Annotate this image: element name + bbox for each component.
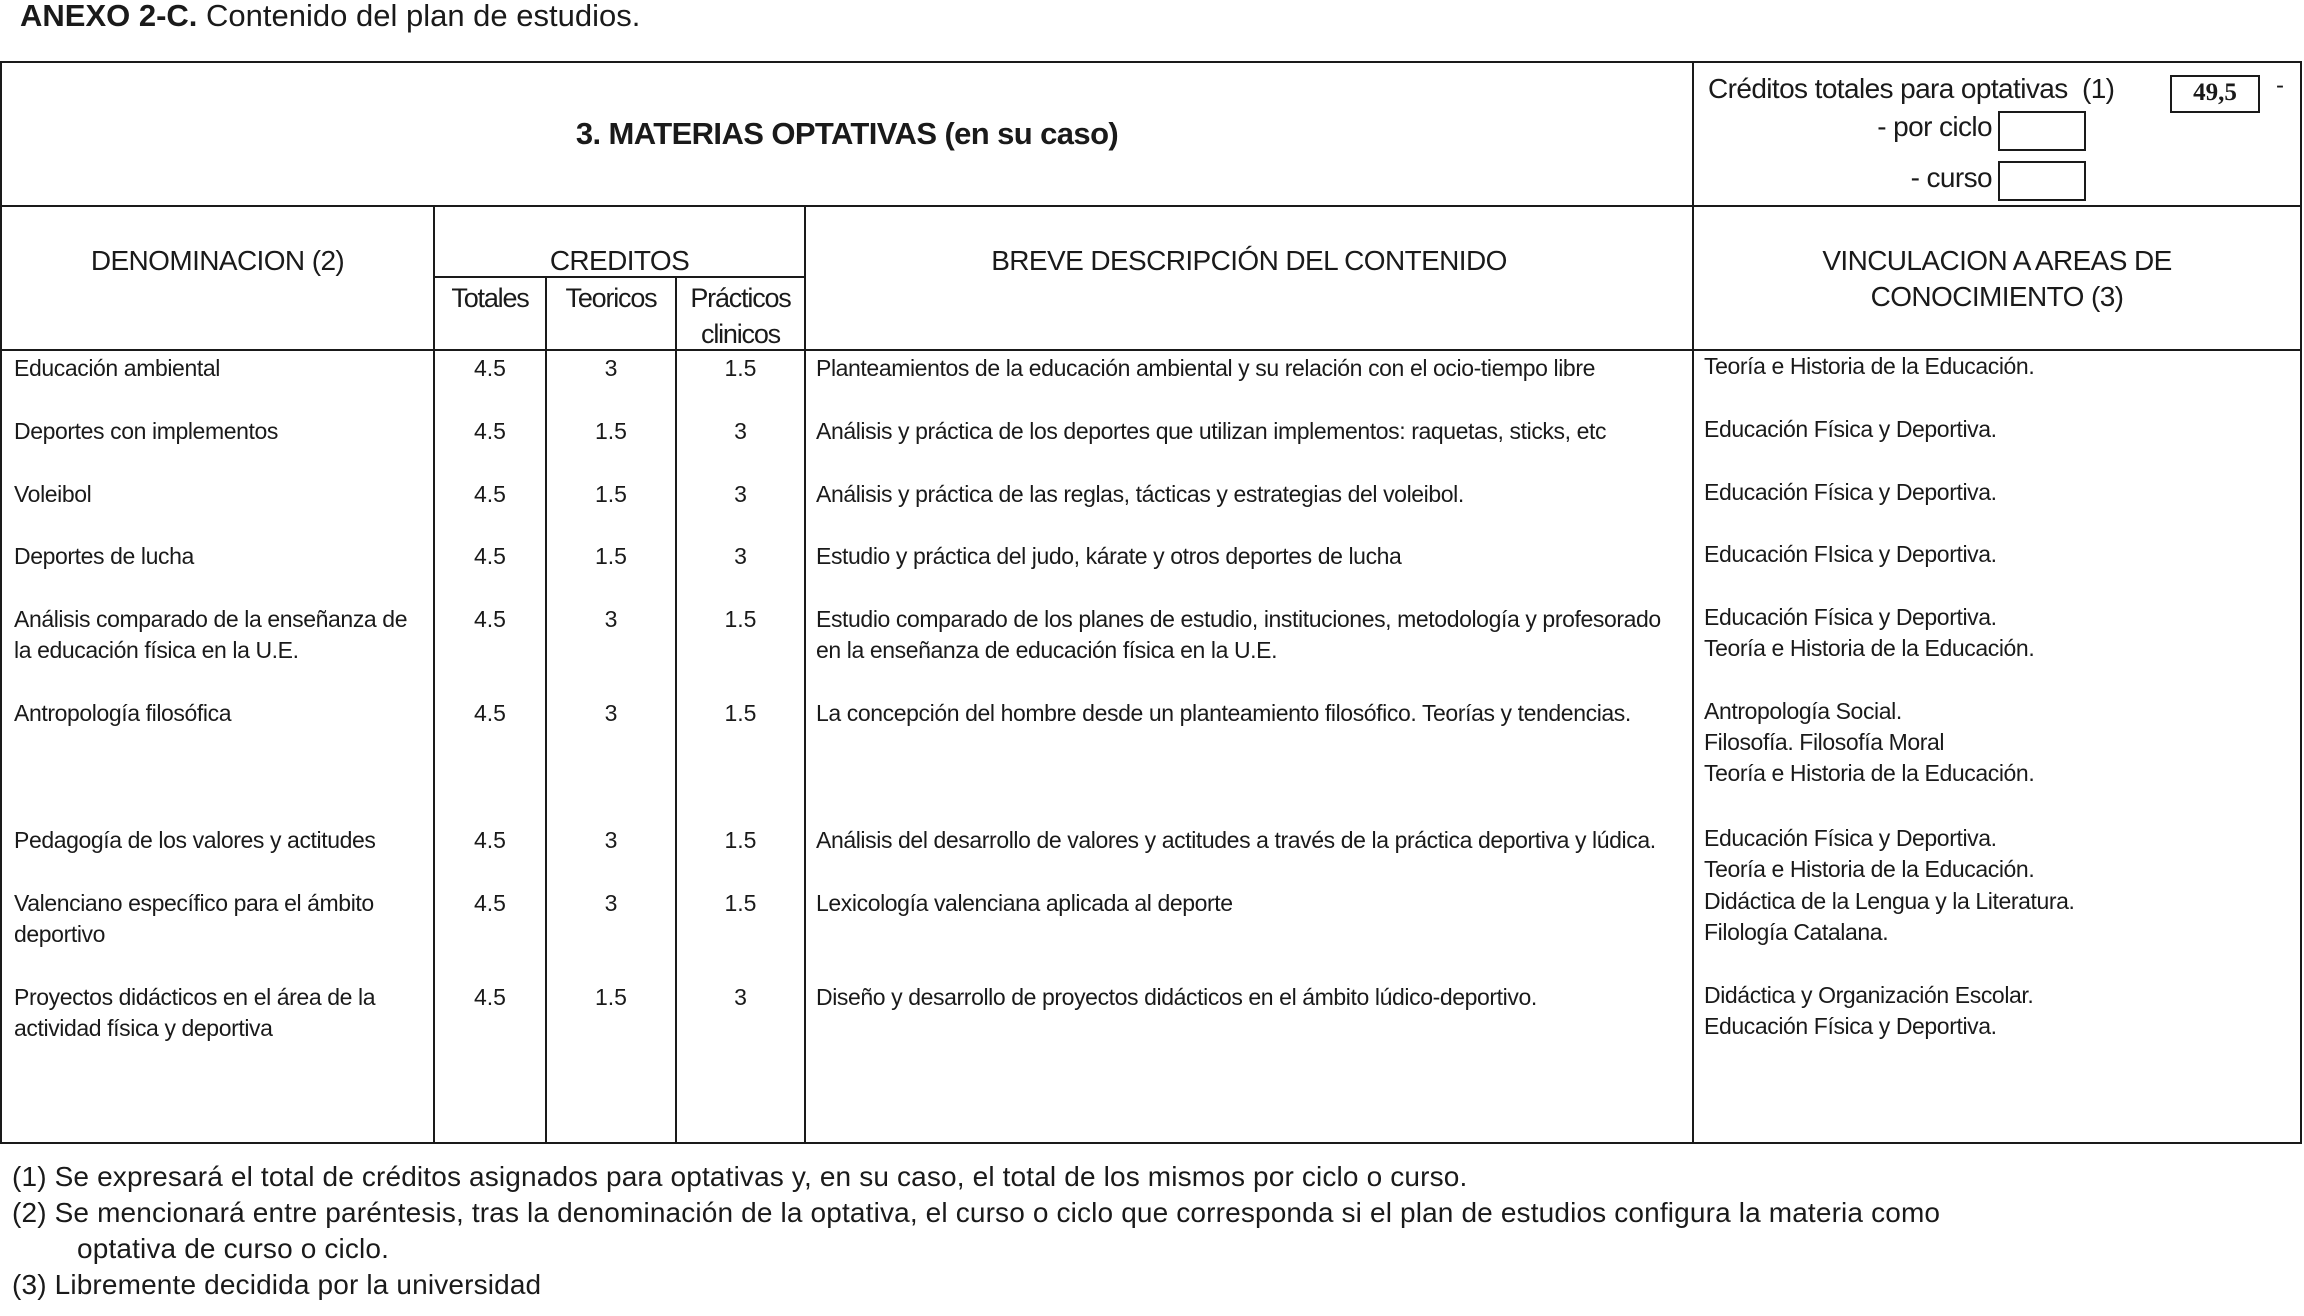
cell-denominacion: [14, 825, 376, 856]
header-practicos: [677, 280, 804, 352]
cell-denominacion: [14, 888, 374, 950]
cell-descripcion: [816, 353, 1595, 384]
header-denominacion: DENOMINACION (2): [90, 245, 345, 276]
cell-teoricos: 3: [604, 890, 618, 916]
cell-teoricos: 1.5: [595, 543, 627, 569]
cell-vinculacion-line: Educación Física y Deportiva.: [1704, 479, 1997, 505]
annex-label: ANEXO 2-C.: [20, 0, 198, 33]
credits-dash: -: [2276, 72, 2284, 99]
cell-denominacion: [14, 416, 278, 447]
cell-denominacion-line: Deportes de lucha: [14, 543, 194, 569]
cell-descripcion-line: La concepción del hombre desde un planteamiento filosófico. Teorías y tendencias.: [816, 700, 1631, 726]
header-vinculacion-line2: CONOCIMIENTO (3): [1870, 281, 2124, 312]
cell-denominacion: [14, 479, 91, 510]
credits-total-value: 49,5: [2170, 75, 2260, 113]
cell-denominacion-line: Voleibol: [14, 481, 92, 507]
header-totales: Totales: [451, 283, 529, 313]
cell-vinculacion-line: Filosofía. Filosofía Moral: [1704, 729, 1945, 755]
cell-totales: 4.5: [474, 606, 506, 632]
footnote-3: (3) Libremente decidida por la universidad: [12, 1269, 542, 1300]
cell-vinculacion: [1704, 886, 2075, 948]
cell-teoricos: 3: [604, 827, 618, 853]
cell-vinculacion: [1704, 539, 1997, 570]
credits-note: (1): [2081, 73, 2115, 104]
cell-vinculacion-line: Didáctica y Organización Escolar.: [1704, 982, 2034, 1008]
cell-denominacion-line: deportivo: [14, 921, 106, 947]
cell-practicos: 3: [734, 418, 747, 444]
cell-descripcion: [816, 888, 1233, 919]
cell-denominacion-line: Antropología filosófica: [14, 700, 232, 726]
cell-practicos: 1.5: [724, 890, 757, 916]
cell-descripcion: [816, 479, 1464, 510]
cell-denominacion-line: actividad física y deportiva: [14, 1015, 273, 1041]
cell-denominacion-line: Proyectos didácticos en el área de la: [14, 984, 376, 1010]
cell-descripcion: [816, 982, 1537, 1013]
header-vinculacion: [1694, 243, 2300, 315]
cell-vinculacion-line: Educación Física y Deportiva.: [1704, 604, 1997, 630]
cell-totales: 4.5: [474, 543, 506, 569]
cell-denominacion: [14, 604, 407, 666]
header-practicos-line2: clinicos: [701, 319, 780, 349]
header-descripcion: BREVE DESCRIPCIÓN DEL CONTENIDO: [991, 245, 1507, 276]
section-title: 3. MATERIAS OPTATIVAS (en su caso): [575, 115, 1119, 151]
cell-practicos: 1.5: [724, 827, 757, 853]
cell-teoricos: 1.5: [595, 418, 627, 444]
cell-denominacion: [14, 541, 194, 572]
cell-vinculacion-line: Teoría e Historia de la Educación.: [1704, 635, 2035, 661]
cell-vinculacion-line: Educación FIsica y Deportiva.: [1704, 541, 1997, 567]
cell-practicos: 1.5: [724, 606, 757, 632]
footnote-1: (1) Se expresará el total de créditos asignados para optativas y, en su caso, el total de los mismos por ciclo o curso.: [12, 1161, 1468, 1192]
cell-descripcion-line: Análisis y práctica de los deportes que utilizan implementos: raquetas, sticks, etc: [816, 418, 1607, 444]
header-creditos: CREDITOS: [549, 245, 690, 276]
cell-descripcion-line: Análisis del desarrollo de valores y actitudes a través de la práctica deportiva y lúdica.: [816, 827, 1656, 853]
cell-vinculacion-line: Teoría e Historia de la Educación.: [1704, 760, 2035, 786]
cell-vinculacion: [1704, 696, 2034, 789]
cell-descripcion-line: Análisis y práctica de las reglas, tácticas y estrategias del voleibol.: [816, 481, 1464, 507]
cell-denominacion: [14, 353, 220, 384]
cell-vinculacion-line: Educación Física y Deportiva.: [1704, 416, 1997, 442]
cell-descripcion: [816, 541, 1401, 572]
cell-denominacion-line: Deportes con implementos: [14, 418, 278, 444]
cell-practicos: 1.5: [724, 700, 757, 726]
cell-totales: 4.5: [474, 700, 506, 726]
cell-descripcion-line: Estudio y práctica del judo, kárate y otros deportes de lucha: [816, 543, 1402, 569]
cell-vinculacion-line: Educación Física y Deportiva.: [1704, 1013, 1997, 1039]
header-teoricos: Teoricos: [565, 283, 657, 313]
credits-total-label: Créditos totales para optativas: [1708, 73, 2068, 104]
cell-totales: 4.5: [474, 355, 506, 381]
footnote-2-continued: optativa de curso o ciclo.: [77, 1233, 390, 1264]
cell-teoricos: 3: [604, 355, 618, 381]
cell-practicos: 1.5: [724, 355, 757, 381]
cell-vinculacion: [1704, 602, 2034, 664]
cell-practicos: 3: [734, 481, 747, 507]
header-vinculacion-line1: VINCULACION A AREAS DE: [1822, 245, 2172, 276]
annex-text: Contenido del plan de estudios.: [197, 0, 641, 33]
cell-vinculacion-line: Educación Física y Deportiva.: [1704, 825, 1997, 851]
cell-descripcion-line: Planteamientos de la educación ambiental y su relación con el ocio-tiempo libre: [816, 355, 1595, 381]
cell-totales: 4.5: [474, 481, 506, 507]
cell-descripcion-line: en la enseñanza de educación física en la U.E.: [816, 637, 1278, 663]
cell-descripcion: [816, 825, 1656, 856]
cell-descripcion: [816, 604, 1661, 666]
cell-vinculacion-line: Filología Catalana.: [1704, 919, 1889, 945]
cell-vinculacion: [1704, 823, 2034, 885]
cell-totales: 4.5: [474, 984, 506, 1010]
cell-vinculacion-line: Teoría e Historia de la Educación.: [1704, 856, 2035, 882]
cell-descripcion: [816, 416, 1606, 447]
cell-vinculacion: [1704, 477, 1997, 508]
cell-vinculacion: [1704, 980, 2033, 1042]
cell-descripcion-line: Lexicología valenciana aplicada al deporte: [816, 890, 1233, 916]
cell-totales: 4.5: [474, 418, 506, 444]
annex-heading: [20, 0, 640, 34]
cell-denominacion-line: Educación ambiental: [14, 355, 220, 381]
cell-teoricos: 3: [604, 606, 618, 632]
cell-denominacion-line: Valenciano específico para el ámbito: [14, 890, 374, 916]
curso-label: - curso: [1910, 162, 1992, 193]
footnote-2: (2) Se mencionará entre paréntesis, tras la denominación de la optativa, el curso o ciclo que corresponda si el plan de estudios configura la materia como: [12, 1197, 1941, 1228]
cell-practicos: 3: [734, 543, 747, 569]
cell-teoricos: 1.5: [595, 481, 627, 507]
cell-vinculacion: [1704, 414, 1997, 445]
cell-totales: 4.5: [474, 890, 506, 916]
por-ciclo-label: - por ciclo: [1877, 111, 1992, 142]
cell-denominacion: [14, 982, 375, 1044]
cell-practicos: 3: [734, 984, 747, 1010]
cell-totales: 4.5: [474, 827, 506, 853]
cell-descripcion: [816, 698, 1631, 729]
cell-descripcion-line: Diseño y desarrollo de proyectos didácticos en el ámbito lúdico-deportivo.: [816, 984, 1537, 1010]
cell-vinculacion-line: Teoría e Historia de la Educación.: [1704, 353, 2035, 379]
cell-teoricos: 3: [604, 700, 618, 726]
cell-descripcion-line: Estudio comparado de los planes de estudio, instituciones, metodología y profesorado: [816, 606, 1661, 632]
cell-vinculacion-line: Didáctica de la Lengua y la Literatura.: [1704, 888, 2075, 914]
cell-denominacion-line: Análisis comparado de la enseñanza de: [14, 606, 408, 632]
cell-denominacion: [14, 698, 231, 729]
header-practicos-line1: Prácticos: [690, 283, 791, 313]
curso-box: [1998, 161, 2086, 201]
cell-teoricos: 1.5: [595, 984, 627, 1010]
por-ciclo-box: [1998, 111, 2086, 151]
cell-vinculacion: [1704, 351, 2034, 382]
cell-vinculacion-line: Antropología Social.: [1704, 698, 1902, 724]
cell-denominacion-line: Pedagogía de los valores y actitudes: [14, 827, 376, 853]
cell-denominacion-line: la educación física en la U.E.: [14, 637, 299, 663]
